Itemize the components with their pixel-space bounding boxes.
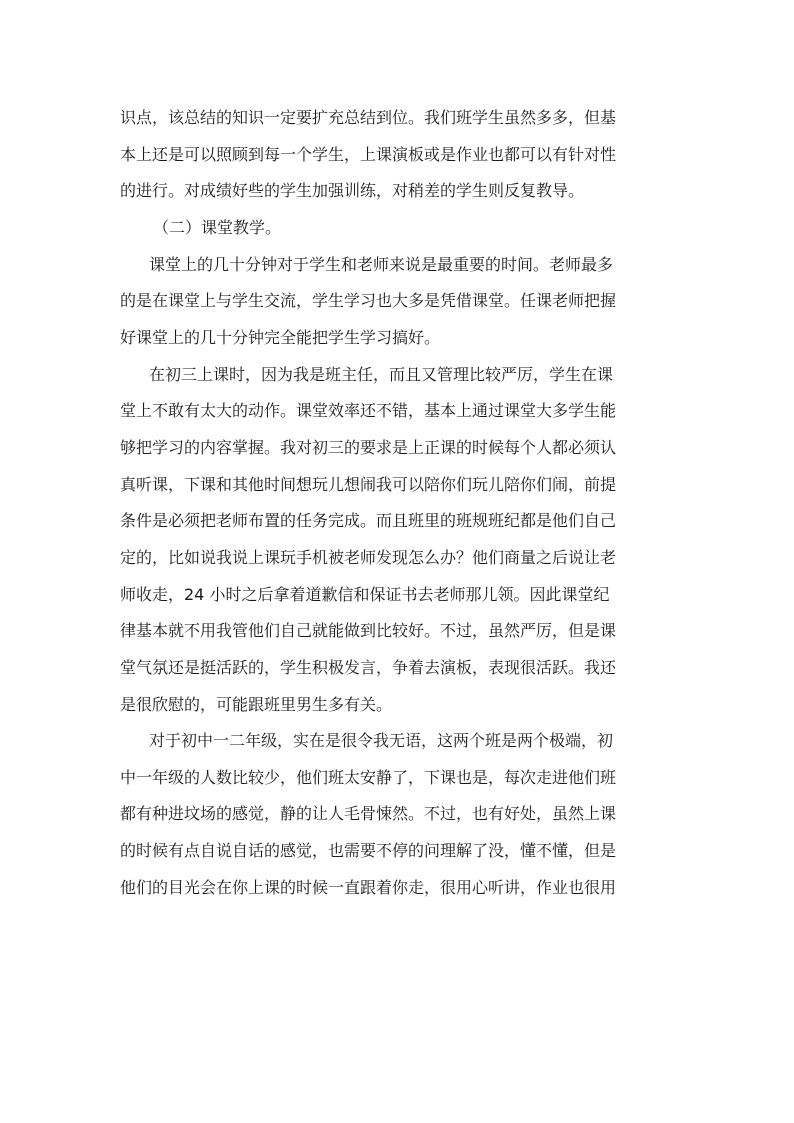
- text-line: 都有种进坟场的感觉，静的让人毛骨悚然。不过，也有好处，虽然上课: [120, 804, 617, 824]
- text-line: 他们的目光会在你上课的时候一直跟着你走，很用心听讲，作业也很用: [120, 877, 617, 897]
- text-line: 堂气氛还是挺活跃的，学生积极发言，争着去演板，表现很活跃。我还: [120, 657, 617, 677]
- text-line: 堂上不敢有太大的动作。课堂效率还不错，基本上通过课堂大多学生能: [120, 401, 617, 421]
- text-line: 中一年级的人数比较少，他们班太安静了，下课也是，每次走进他们班: [120, 767, 617, 787]
- text-line: 本上还是可以照顾到每一个学生，上课演板或是作业也都可以有针对性: [120, 144, 617, 164]
- text-line: 条件是必须把老师布置的任务完成。而且班里的班规班纪都是他们自己: [120, 511, 617, 531]
- text-line: 是很欣慰的，可能跟班里男生多有关。: [120, 694, 393, 714]
- text-line: 的进行。对成绩好些的学生加强训练，对稍差的学生则反复教导。: [120, 181, 585, 201]
- text-line: 的是在课堂上与学生交流，学生学习也大多是凭借课堂。任课老师把握: [120, 291, 617, 311]
- text-line: 好课堂上的几十分钟完全能把学生学习搞好。: [120, 327, 441, 347]
- document-page: [120, 100, 676, 906]
- text-line: 的时候有点自说自话的感觉，也需要不停的问理解了没，懂不懂，但是: [120, 841, 617, 861]
- paragraph-first-line: 在初三上课时，因为我是班主任，而且又管理比较严厉，学生在课: [149, 364, 614, 384]
- text-line: 够把学习的内容掌握。我对初三的要求是上正课的时候每个人都必须认: [120, 437, 617, 457]
- section-heading: （二）课堂教学。: [153, 217, 282, 237]
- text-line: 真听课，下课和其他时间想玩儿想闹我可以陪你们玩儿陪你们闹，前提: [120, 474, 617, 494]
- text-line: 师收走，24 小时之后拿着道歉信和保证书去老师那儿领。因此课堂纪: [120, 584, 610, 604]
- text-line: 识点，该总结的知识一定要扩充总结到位。我们班学生虽然多多，但基: [120, 108, 617, 127]
- paragraph-first-line: 课堂上的几十分钟对于学生和老师来说是最重要的时间。老师最多: [149, 254, 614, 274]
- paragraph-first-line: 对于初中一二年级，实在是很令我无语，这两个班是两个极端，初: [149, 731, 614, 751]
- text-line: 律基本就不用我管他们自己就能做到比较好。不过，虽然严厉，但是课: [120, 621, 617, 641]
- text-line: 定的，比如说我说上课玩手机被老师发现怎么办？他们商量之后说让老: [120, 547, 617, 567]
